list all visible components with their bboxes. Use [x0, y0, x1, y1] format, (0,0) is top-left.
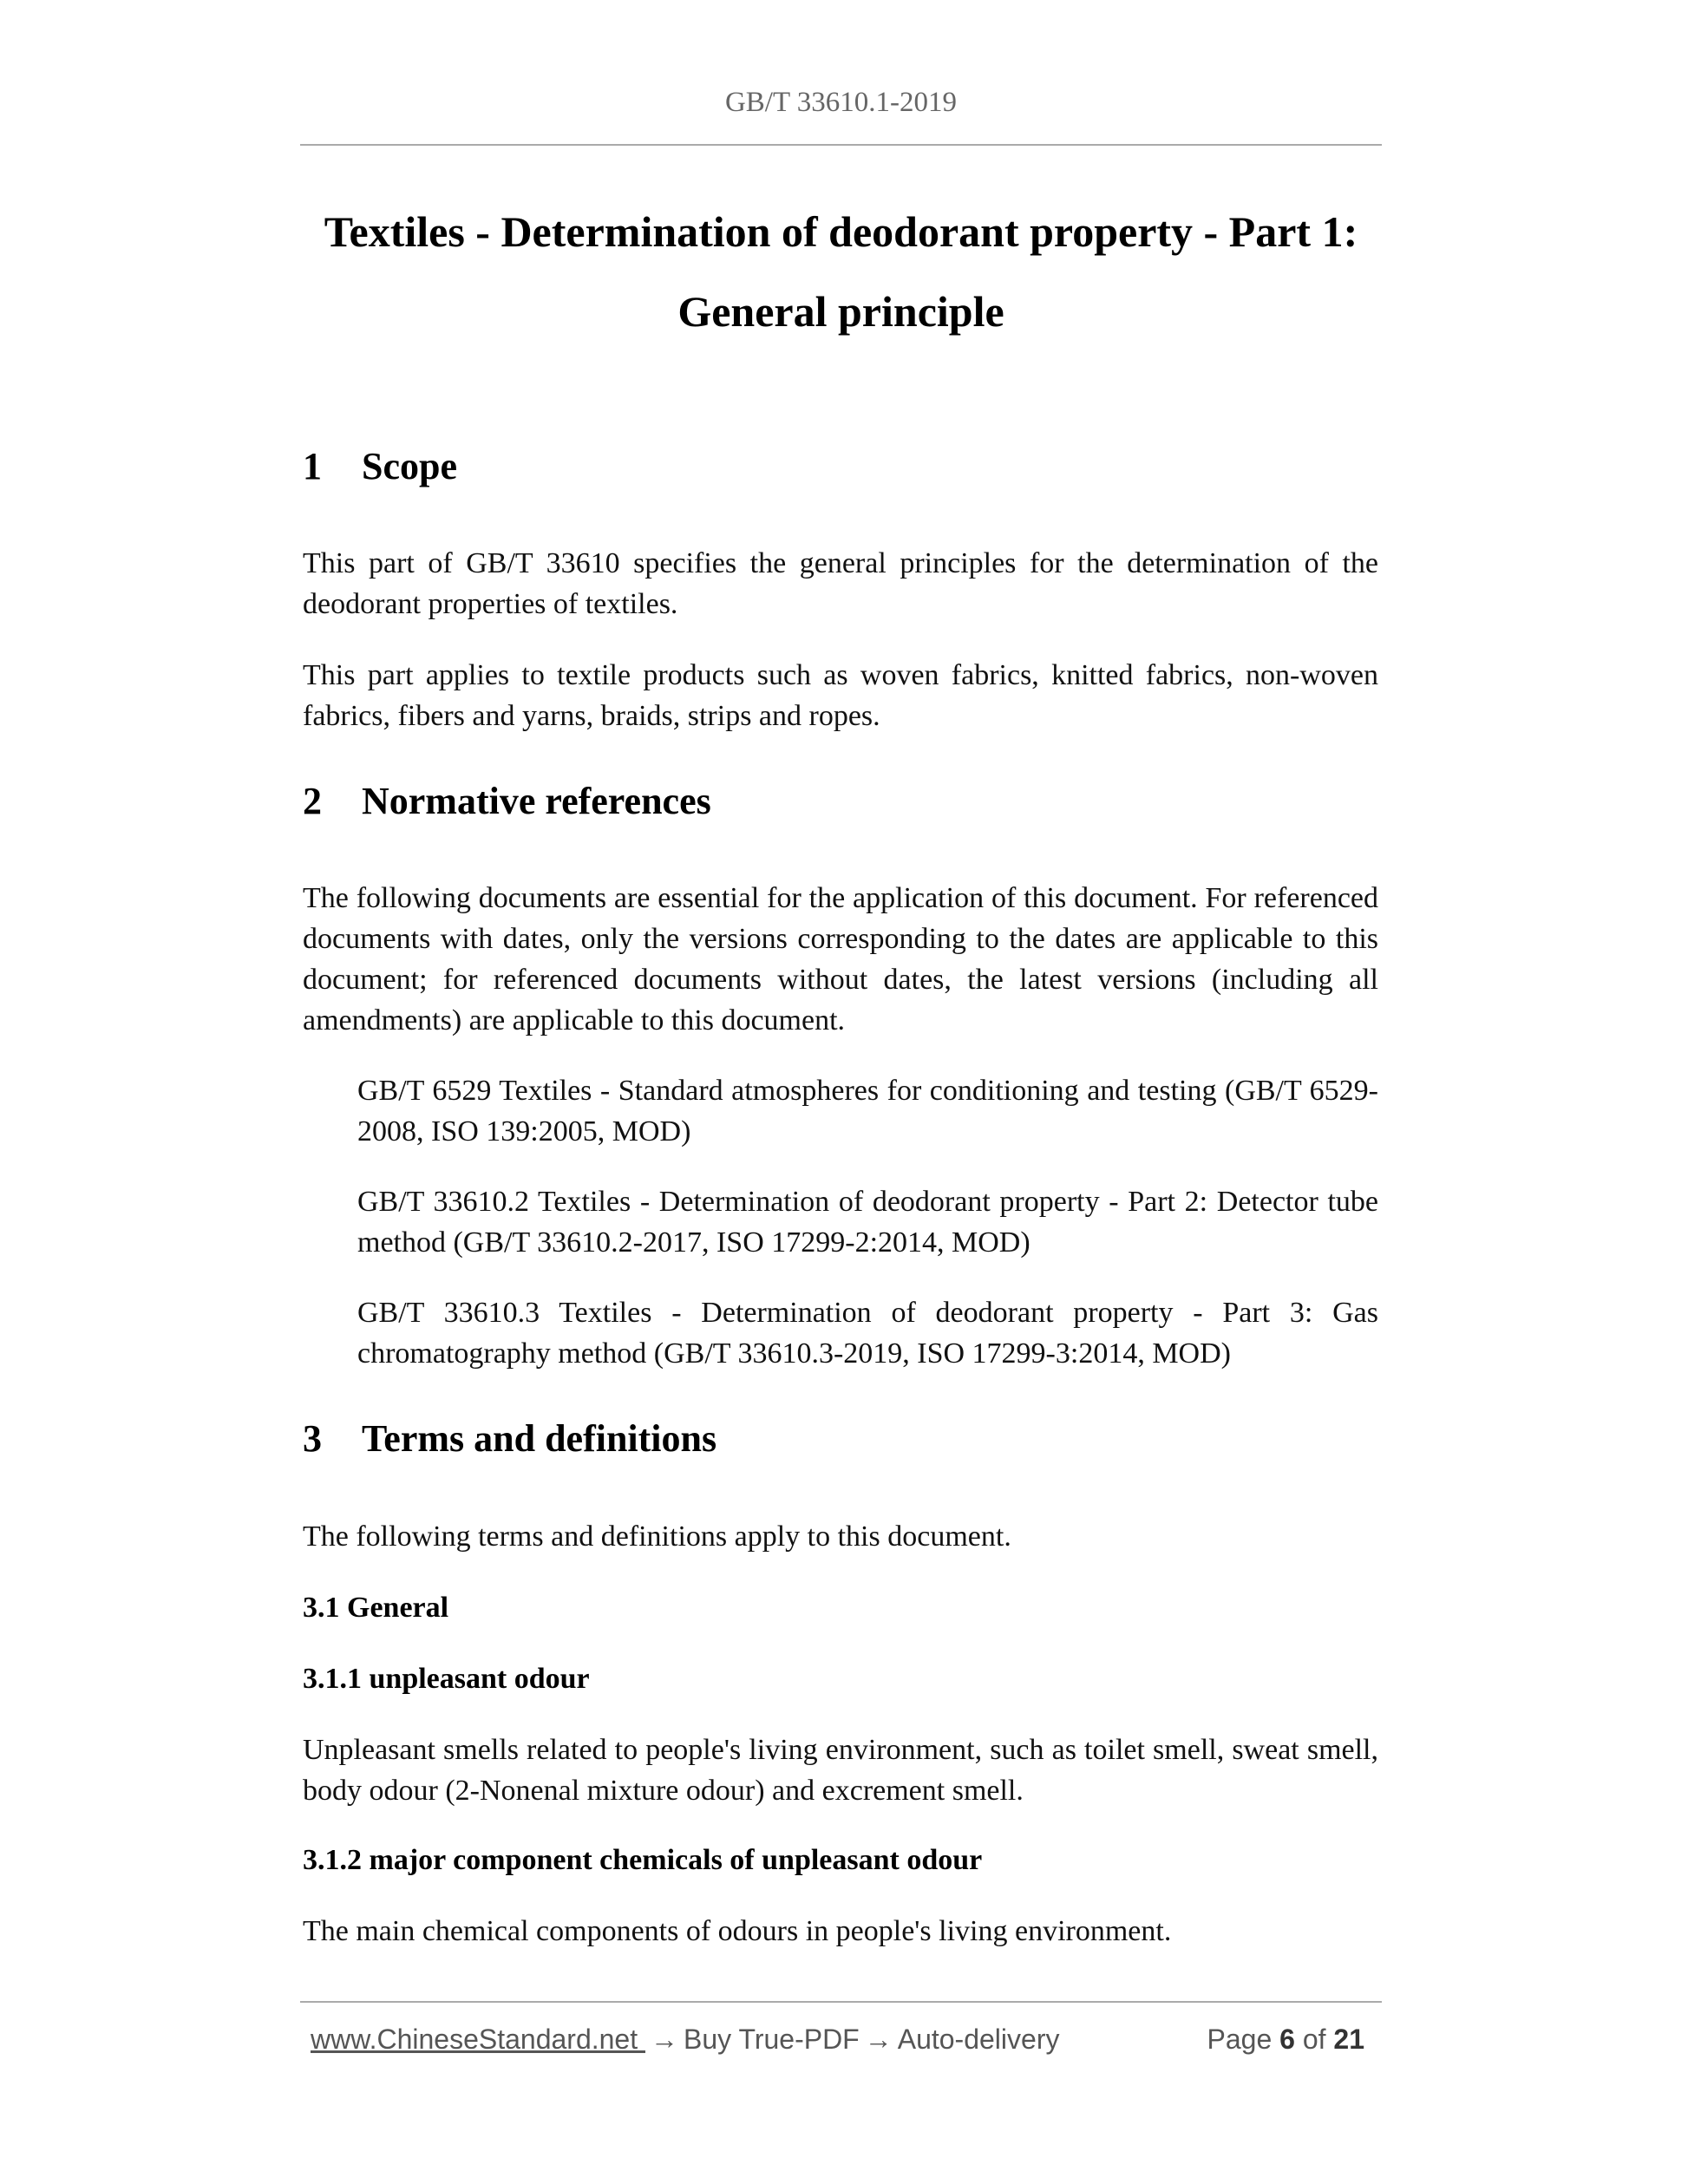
section-title: Normative references — [362, 780, 711, 822]
section-title: Scope — [362, 445, 457, 487]
reference-item: GB/T 33610.3 Textiles - Determination of deodorant property - Part 3: Gas chromatography method (GB/T 33610.3-2019, ISO 17299-3:2014, MOD) — [357, 1297, 1378, 1370]
section-number: 2 — [303, 780, 322, 822]
scope-paragraph-2: This part applies to textile products such as woven fabrics, knitted fabrics, non-woven fabrics, fibers and yarns, braids, strips and ropes. — [303, 659, 1378, 732]
page-indicator — [1207, 2024, 1364, 2056]
buy-true-pdf-text: Buy True-PDF — [684, 2024, 860, 2055]
section-number: 1 — [303, 445, 322, 487]
definition-3-1-2: The main chemical components of odours in people's living environment. — [303, 1915, 1172, 1947]
section-1-heading — [303, 444, 457, 488]
section-number: 3 — [303, 1417, 322, 1460]
reference-item: GB/T 6529 Textiles - Standard atmospheres for conditioning and testing (GB/T 6529-2008, ISO 139:2005, MOD) — [357, 1075, 1378, 1148]
section-title: Terms and definitions — [362, 1417, 717, 1460]
subsection-3-1-heading: 3.1 General — [303, 1592, 449, 1624]
auto-delivery-text: Auto-delivery — [897, 2024, 1060, 2055]
arrow-right-icon: → — [651, 2024, 678, 2055]
scope-paragraph-1: This part of GB/T 33610 specifies the general principles for the determination of the deodorant properties of textiles. — [303, 547, 1378, 620]
reference-item: GB/T 33610.2 Textiles - Determination of deodorant property - Part 2: Detector tube method (GB/T 33610.2-2017, ISO 17299-2:2014, MOD) — [357, 1186, 1378, 1259]
page-footer — [311, 2024, 1373, 2062]
document-title-line-2: General principle — [677, 287, 1004, 336]
footer-divider — [300, 2001, 1382, 2003]
website-link[interactable]: www.ChineseStandard.net — [311, 2024, 645, 2055]
header-divider — [300, 144, 1382, 146]
current-page-number: 6 — [1279, 2024, 1295, 2055]
page-label: Page — [1207, 2024, 1273, 2055]
section-3-heading — [303, 1416, 716, 1461]
total-pages-number: 21 — [1333, 2024, 1364, 2055]
section-2-heading — [303, 779, 711, 823]
arrow-right-icon: → — [864, 2024, 893, 2055]
subsection-3-1-1-heading: 3.1.1 unpleasant odour — [303, 1663, 590, 1695]
document-title-line-1: Textiles - Determination of deodorant property - Part 1: — [324, 207, 1358, 256]
of-label: of — [1302, 2024, 1326, 2055]
terms-intro: The following terms and definitions apply to this document. — [303, 1520, 1011, 1553]
definition-3-1-1: Unpleasant smells related to people's living environment, such as toilet smell, sweat smell, body odour (2-Nonenal mixture odour) and excrement smell. — [303, 1734, 1378, 1807]
subsection-3-1-2-heading: 3.1.2 major component chemicals of unpleasant odour — [303, 1844, 983, 1876]
normative-references-intro: The following documents are essential for the application of this document. For referenced documents with dates, only the versions corresponding to the dates are applicable to this document; for referenced documents without dates, the latest versions (including all amendments) are applicable to this document. — [303, 882, 1378, 1036]
running-header: GB/T 33610.1-2019 — [724, 87, 958, 118]
